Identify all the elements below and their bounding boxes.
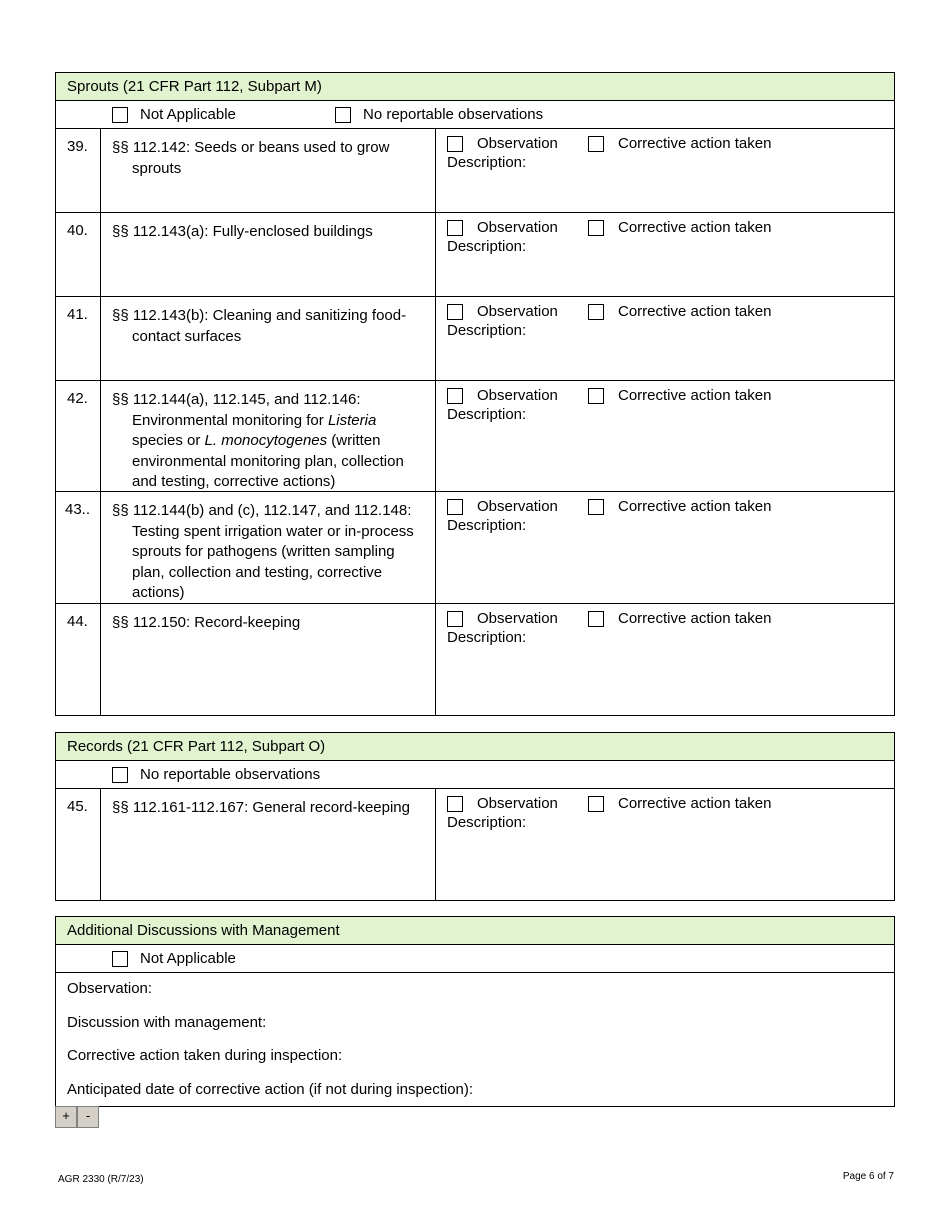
- observation-option[interactable]: Observation: [447, 387, 558, 404]
- item-number: 41.: [56, 297, 101, 380]
- table-row: [56, 789, 894, 900]
- corrective-action-field[interactable]: Corrective action taken during inspection:: [67, 1047, 343, 1064]
- no-reportable-label: No reportable observations: [363, 106, 544, 123]
- discussions-not-applicable[interactable]: [112, 950, 236, 967]
- records-options: [56, 761, 894, 789]
- item-text: §§ 112.144(a), 112.145, and 112.146: Environmental monitoring for Listeria species or L. monocytogenes (written environmental monitoring plan, collection and testing, corrective actions): [101, 381, 436, 491]
- item-number: 43..: [56, 492, 101, 603]
- observation-option[interactable]: Observation: [447, 303, 558, 320]
- add-row-button[interactable]: +: [55, 1106, 77, 1128]
- sprouts-section: [55, 72, 895, 716]
- observation-cell: [447, 498, 894, 534]
- observation-option[interactable]: Observation: [447, 795, 558, 812]
- table-row: [56, 297, 894, 381]
- sprouts-not-applicable[interactable]: [112, 106, 236, 123]
- description-field[interactable]: Description:: [447, 629, 527, 646]
- item-text: §§ 112.142: Seeds or beans used to grow sprouts: [101, 129, 436, 212]
- records-header: Records (21 CFR Part 112, Subpart O): [56, 733, 894, 761]
- discussion-field[interactable]: Discussion with management:: [67, 1013, 267, 1031]
- table-row: [56, 381, 894, 492]
- table-row: [56, 213, 894, 297]
- item-number: 40.: [56, 213, 101, 296]
- item-text: §§ 112.143(a): Fully-enclosed buildings: [101, 213, 436, 296]
- no-reportable-label: No reportable observations: [140, 766, 321, 783]
- corrective-option[interactable]: Corrective action taken: [588, 795, 771, 812]
- description-field[interactable]: Description:: [447, 322, 527, 339]
- form-id: AGR 2330 (R/7/23): [58, 1174, 144, 1185]
- item-text: §§ 112.144(b) and (c), 112.147, and 112.148: Testing spent irrigation water or in-process sprouts for pathogens (written sampling plan, collection and testing, corrective actions): [101, 492, 436, 603]
- corrective-checkbox[interactable]: [588, 388, 604, 404]
- table-row: [56, 129, 894, 213]
- observation-checkbox[interactable]: [447, 388, 463, 404]
- observation-cell: [447, 303, 894, 339]
- description-field[interactable]: Description:: [447, 814, 527, 831]
- corrective-option[interactable]: Corrective action taken: [588, 219, 771, 236]
- no-reportable-checkbox[interactable]: [112, 767, 128, 783]
- table-row: [56, 604, 894, 715]
- discussion-fields: [56, 973, 894, 1114]
- page-number: Page 6 of 7: [842, 1171, 894, 1182]
- corrective-checkbox[interactable]: [588, 304, 604, 320]
- observation-checkbox[interactable]: [447, 220, 463, 236]
- corrective-checkbox[interactable]: [588, 611, 604, 627]
- records-section: [55, 732, 895, 901]
- remove-row-button[interactable]: -: [77, 1106, 99, 1128]
- not-applicable-label: Not Applicable: [140, 106, 236, 123]
- corrective-checkbox[interactable]: [588, 796, 604, 812]
- observation-cell: [447, 135, 894, 171]
- item-number: 44.: [56, 604, 101, 715]
- corrective-checkbox[interactable]: [588, 220, 604, 236]
- not-applicable-checkbox[interactable]: [112, 951, 128, 967]
- observation-cell: [447, 219, 894, 255]
- item-number: 42.: [56, 381, 101, 491]
- item-text: §§ 112.143(b): Cleaning and sanitizing food-contact surfaces: [101, 297, 436, 380]
- records-no-reportable[interactable]: [112, 766, 320, 783]
- sprouts-options: [56, 101, 894, 129]
- not-applicable-checkbox[interactable]: [112, 107, 128, 123]
- observation-checkbox[interactable]: [447, 304, 463, 320]
- discussions-options: [56, 945, 894, 973]
- observation-option[interactable]: Observation: [447, 219, 558, 236]
- observation-option[interactable]: Observation: [447, 498, 558, 515]
- corrective-option[interactable]: Corrective action taken: [588, 303, 771, 320]
- description-field[interactable]: Description:: [447, 238, 527, 255]
- corrective-option[interactable]: Corrective action taken: [588, 610, 771, 627]
- item-text: §§ 112.161-112.167: General record-keeping: [101, 789, 436, 900]
- no-reportable-checkbox[interactable]: [335, 107, 351, 123]
- observation-option[interactable]: Observation: [447, 610, 558, 627]
- observation-checkbox[interactable]: [447, 796, 463, 812]
- sprouts-header: Sprouts (21 CFR Part 112, Subpart M): [56, 73, 894, 101]
- corrective-option[interactable]: Corrective action taken: [588, 387, 771, 404]
- corrective-option[interactable]: Corrective action taken: [588, 135, 771, 152]
- item-number: 39.: [56, 129, 101, 212]
- corrective-checkbox[interactable]: [588, 499, 604, 515]
- anticipated-date-field[interactable]: Anticipated date of corrective action (if not during inspection):: [67, 1080, 474, 1098]
- corrective-option[interactable]: Corrective action taken: [588, 498, 771, 515]
- observation-cell: [447, 795, 894, 831]
- not-applicable-label: Not Applicable: [140, 950, 236, 967]
- discussions-section: [55, 916, 895, 1107]
- description-field[interactable]: Description:: [447, 517, 527, 534]
- observation-cell: [447, 610, 894, 646]
- row-controls: [55, 1106, 99, 1128]
- observation-option[interactable]: Observation: [447, 135, 558, 152]
- discussions-header: Additional Discussions with Management: [56, 917, 894, 945]
- sprouts-no-reportable[interactable]: [335, 106, 543, 123]
- item-number: 45.: [56, 789, 101, 900]
- table-row: [56, 492, 894, 604]
- observation-checkbox[interactable]: [447, 611, 463, 627]
- observation-field[interactable]: Observation:: [67, 980, 153, 997]
- description-field[interactable]: Description:: [447, 154, 527, 171]
- corrective-checkbox[interactable]: [588, 136, 604, 152]
- description-field[interactable]: Description:: [447, 406, 527, 423]
- observation-checkbox[interactable]: [447, 136, 463, 152]
- observation-checkbox[interactable]: [447, 499, 463, 515]
- item-text: §§ 112.150: Record-keeping: [101, 604, 436, 715]
- observation-cell: [447, 387, 894, 423]
